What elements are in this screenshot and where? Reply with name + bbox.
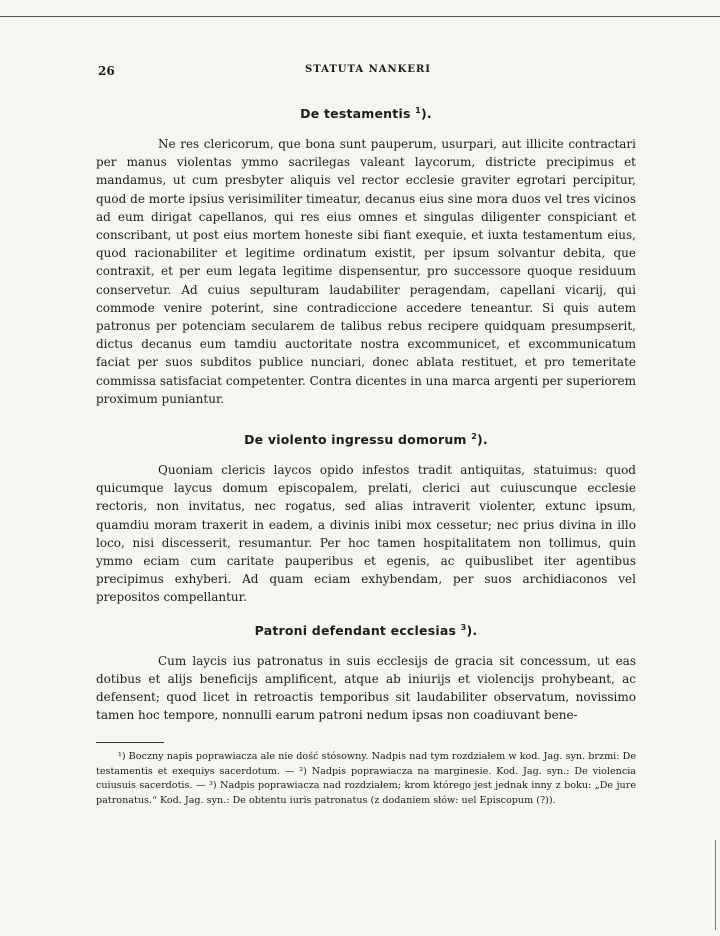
section-heading-violento-ingressu: De violento ingressu domorum $^2$). — [244, 431, 488, 448]
section-heading-testamentis: De testamentis $^1$). — [300, 105, 432, 121]
page-content — [96, 104, 636, 808]
scan-edge-line — [0, 16, 720, 17]
running-title: STATUTA NANKERI — [305, 64, 431, 75]
scan-edge-line-right — [715, 840, 716, 930]
footnotes: ¹) Boczny napis poprawiacza ale nie dość stósowny. Nadpis nad tym rozdziałem w kod. Jag. syn. brzmi: De testamentis et exequiys sacerdotum. — ²) Nadpis poprawiacza na marginesie. Kod. Jag. syn.: De violencia cuiusuis sacerdotis. — ³) Nadpis poprawiacza nad rozdziałem; krom którego jest jednak inny z boku: „De jure patronatus.“ Kod. Jag. syn.: De obtentu iuris patronatus (z dodaniem słów: uel Episcopum (?)). — [96, 751, 636, 806]
page-header — [98, 64, 638, 84]
footnote-ref-1[interactable]: 1 — [415, 105, 421, 115]
section-heading-patroni: Patroni defendant ecclesias $^3$). — [254, 622, 478, 638]
footnote-ref-2[interactable]: 2 — [471, 431, 477, 441]
section-text-patroni: Cum laycis ius patronatus in suis ecclesijs de gracia sit concessum, ut eas dotibus et alijs beneficijs amplificent, atque ab iniurijs et violencijs prohybeant, ac defensent; quod licet in retroactis temporibus sit laudabiliter observatum, novissimo tamen hoc tempore, nonnulli earum patroni nedum ipsas non coadiuvant bene- — [96, 653, 636, 723]
footnote-ref-3[interactable]: 3 — [460, 622, 467, 632]
section-text-violento-ingressu: Quoniam clericis laycos opido infestos tradit antiquitas, statuimus: quod quicumque laycus domum episcopalem, prelati, clerici aut cuiuscunque ecclesie rectoris, non invitatus, nec rogatus, sed alias intraverit violenter, extunc ipsum, quamdiu moram traxerit in eadem, a divinis inibi mox cessetur; nec prius divina in illo loco, nisi discesserit, resumantur. Per hoc tamen hospitalitatem non tollimus, quin ymmo eciam cum caritate pauperibus et egenis, ac quibuslibet iter agentibus precipimus exhyberi. Ad quam eciam exhybendam, per suos archidiaconos vel prepositos compellantur. — [96, 463, 636, 605]
page-number: 26 — [98, 64, 115, 78]
section-text-testamentis: Ne res clericorum, que bona sunt pauperum, usurpari, aut illicite contractari per manus violentas ymmo sacrilegas valeant laycorum, districte precipimus et mandamus, ut cum presbyter aliquis vel rector ecclesie graviter egrotari percipitur, quod de morte ipsius verisimiliter timeatur, decanus eius sine mora duos vel tres vicinos ad eum dirigat capellanos, qui res eius omnes et singulas diligenter conspiciant et conscribant, ut post eius mortem honeste sibi fiant exequie, et iuxta testamentum eius, quod racionabiliter et legitime ordinatum existit, per ipsum solvantur debita, que contraxit, et per eum legata legitime dispensentur, pro successore quoque residuum conservetur. Ad cuius sepulturam laudabiliter peragendam, capellani vicarij, qui commode venire poterint, sine contradiccione accedere teneantur. Si quis autem patronus per potenciam secularem de talibus rebus recipere quidquam presumpserit, dictus decanus eum tamdiu auctoritate nostra excommunicet, et excommunicatum faciat per suos subditos publice nunciari, donec ablata restituet, et pro temeritate commissa satisfaciat competenter. Contra dicentes in una marca argenti per superiorem proximum puniantur. — [96, 137, 636, 406]
footnote-divider — [96, 742, 164, 743]
